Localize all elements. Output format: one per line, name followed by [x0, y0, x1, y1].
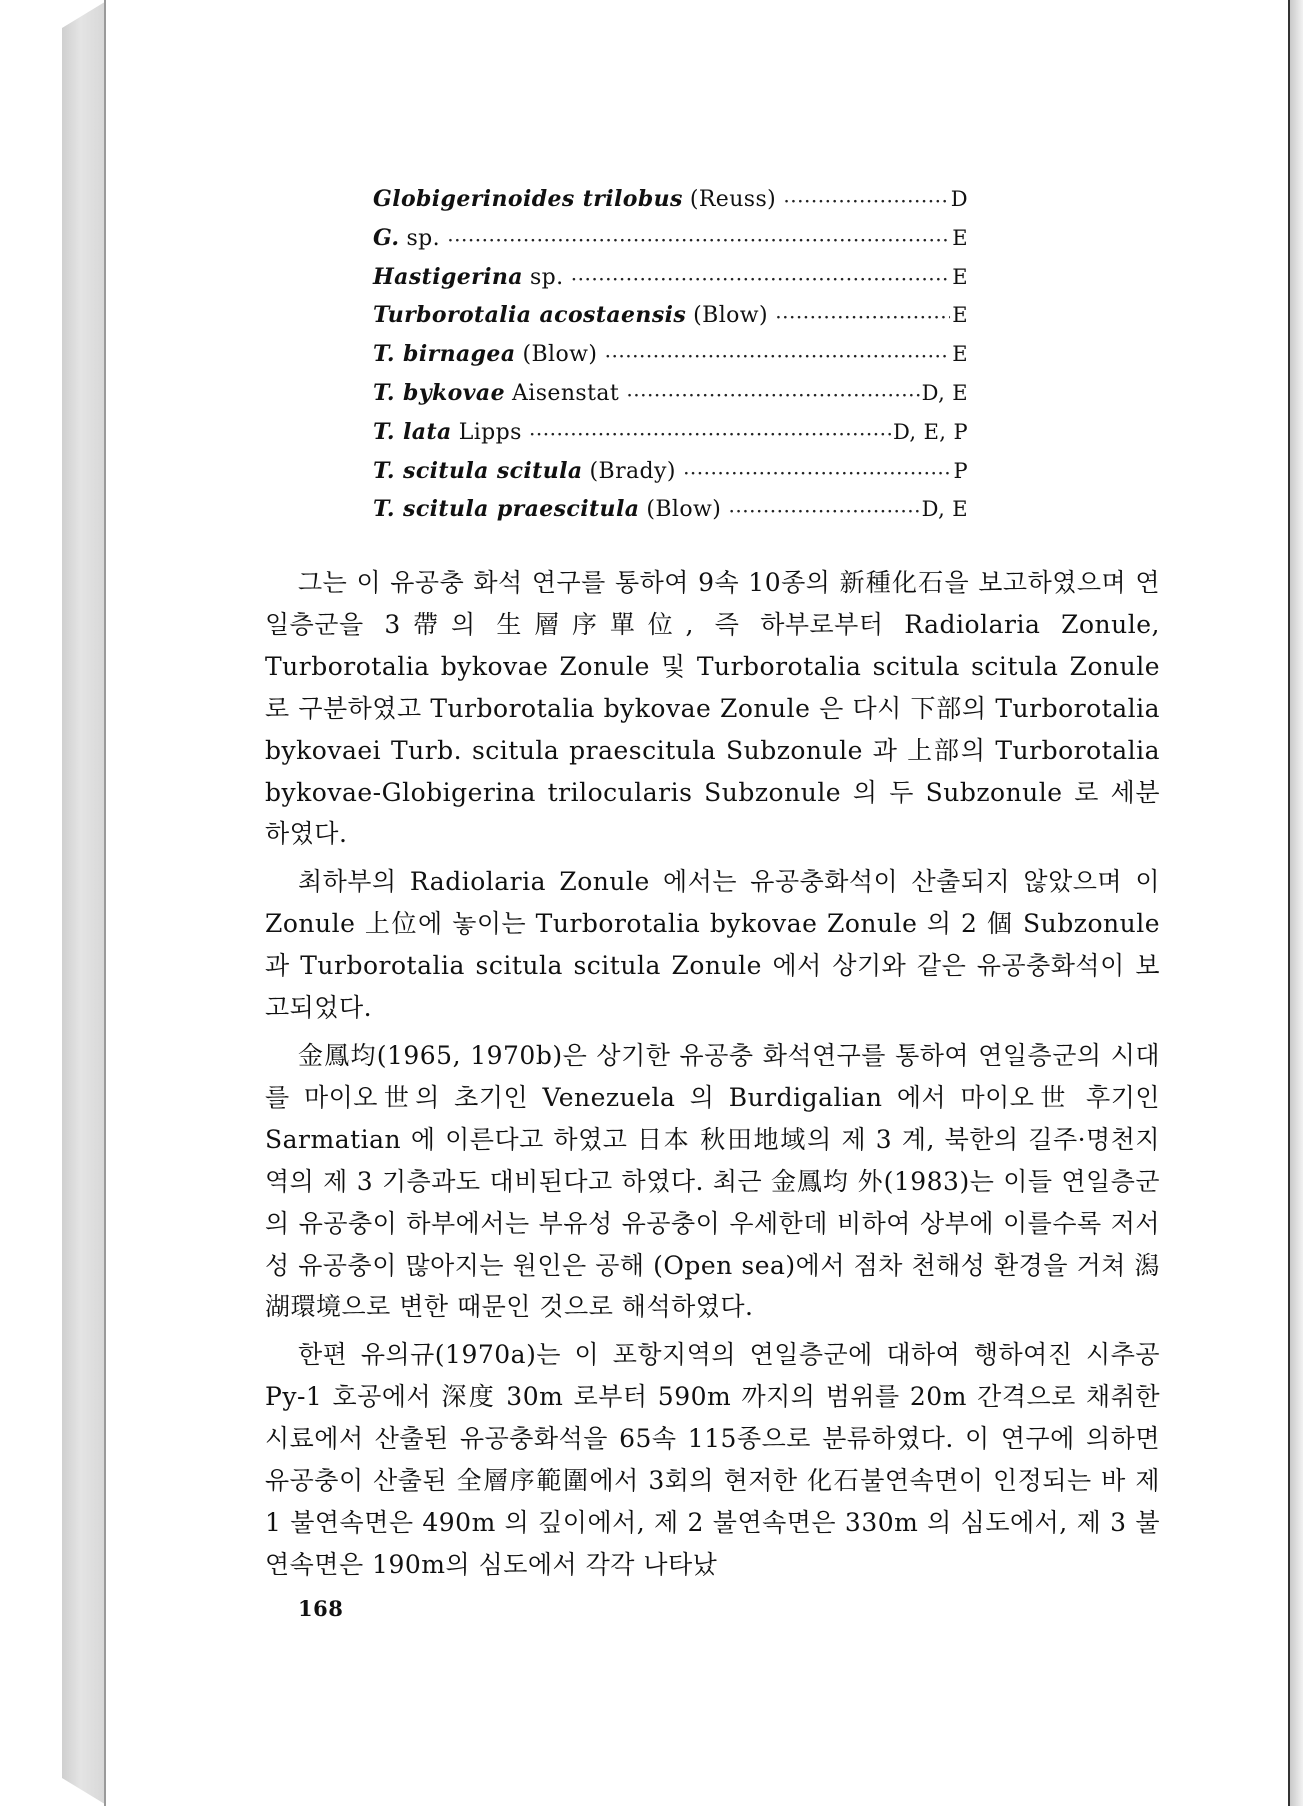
- species-author: sp.: [406, 225, 441, 251]
- species-author: (Blow): [646, 497, 722, 523]
- species-name: G.: [373, 224, 400, 251]
- species-row: [373, 225, 968, 264]
- species-row: [373, 186, 968, 225]
- species-name: Hastigerina: [373, 263, 523, 290]
- book-spine: [62, 0, 108, 1806]
- dot-leader: [572, 272, 951, 288]
- page-edge: [1290, 0, 1303, 1806]
- species-author: Aisenstat: [511, 380, 620, 406]
- species-list: [373, 186, 968, 535]
- dot-leader: [784, 194, 949, 210]
- species-name: Turborotalia acostaensis: [373, 302, 687, 329]
- species-row: [373, 496, 968, 535]
- dot-leader: [530, 427, 891, 443]
- species-code: E: [952, 225, 968, 250]
- species-row: [373, 264, 968, 303]
- dot-leader: [605, 349, 950, 365]
- species-name: T. birnagea: [373, 341, 516, 368]
- species-name: Globigerinoides trilobus: [373, 186, 683, 212]
- species-row: [373, 341, 968, 380]
- species-author: (Brady): [589, 458, 676, 484]
- species-row: [373, 302, 968, 341]
- dot-leader: [776, 310, 950, 326]
- species-code: E: [952, 342, 968, 367]
- body-paragraph: 한편 유의규(1970a)는 이 포항지역의 연일층군에 대하여 행하여진 시추공 Py-1 호공에서 深度 30m 로부터 590m 까지의 범위를 20m 간격으로 채취한 시료에서 산출된 유공충화석을 65속 115종으로 분류하였다. 이 연구에 의하면 유공충이 산출된 全層序範圍에서 3회의 현저한 化石불연속면이 인정되는 바 제 1 불연속면은 490m 의 깊이에서, 제 2 불연속면은 330m 의 심도에서, 제 3 불연속면은 190m의 심도에서 각각 나타났: [265, 1340, 1160, 1579]
- species-code: P: [953, 458, 968, 483]
- species-code: E: [952, 264, 968, 289]
- species-code: E: [952, 303, 968, 328]
- body-text: [265, 562, 1160, 1586]
- species-name: T. lata: [373, 418, 452, 445]
- species-author: (Blow): [693, 303, 769, 329]
- dot-leader: [684, 466, 952, 482]
- species-author: sp.: [529, 264, 564, 290]
- dot-leader: [729, 504, 919, 520]
- species-name: T. scitula scitula: [373, 457, 583, 484]
- body-paragraph: 최하부의 Radiolaria Zonule 에서는 유공충화석이 산출되지 않았으며 이 Zonule 上位에 놓이는 Turborotalia bykovae Zonule 의 2 個 Subzonule 과 Turborotalia scitula scitula Zonule 에서 상기와 같은 유공충화석이 보고되었다.: [265, 867, 1160, 1023]
- page-number: 168: [298, 1596, 344, 1621]
- species-code: D, E, P: [892, 419, 968, 444]
- species-code: D, E: [921, 380, 968, 405]
- dot-leader: [448, 233, 950, 249]
- species-author: (Reuss): [689, 187, 777, 212]
- species-code: D: [950, 187, 968, 211]
- species-code: D, E: [921, 497, 968, 522]
- species-name: T. scitula praescitula: [373, 496, 640, 523]
- species-author: Lipps: [458, 419, 522, 445]
- species-row: [373, 380, 968, 419]
- dot-leader: [627, 388, 920, 404]
- species-row: [373, 419, 968, 458]
- species-row: [373, 458, 968, 497]
- species-author: (Blow): [522, 342, 598, 368]
- species-name: T. bykovae: [373, 379, 505, 406]
- body-paragraph: 金鳳均(1965, 1970b)은 상기한 유공충 화석연구를 통하여 연일층군의 시대를 마이오世의 초기인 Venezuela 의 Burdigalian 에서 마이오世 후기인 Sarmatian 에 이른다고 하였고 日本 秋田地域의 제 3 계, 북한의 길주·명천지역의 제 3 기층과도 대비된다고 하였다. 최근 金鳳均 外(1983)는 이들 연일층군의 유공충이 하부에서는 부유성 유공충이 우세한데 비하여 상부에 이를수록 저서성 유공충이 많아지는 원인은 공해 (Open sea)에서 점차 천해성 환경을 거쳐 潟湖環境으로 변한 때문인 것으로 해석하였다.: [265, 1040, 1160, 1322]
- body-paragraph: 그는 이 유공충 화석 연구를 통하여 9속 10종의 新種化石을 보고하였으며 연일층군을 3帶의 生層序單位, 즉 하부로부터 Radiolaria Zonule, Turborotalia bykovae Zonule 및 Turborotalia scitula scitula Zonule 로 구분하였고 Turborotalia bykovae Zonule 은 다시 下部의 Turborotalia bykovaei Turb. scitula praescitula Subzonule 과 上部의 Turborotalia bykovae-Globigerina trilocularis Subzonule 의 두 Subzonule 로 세분하였다.: [265, 568, 1160, 849]
